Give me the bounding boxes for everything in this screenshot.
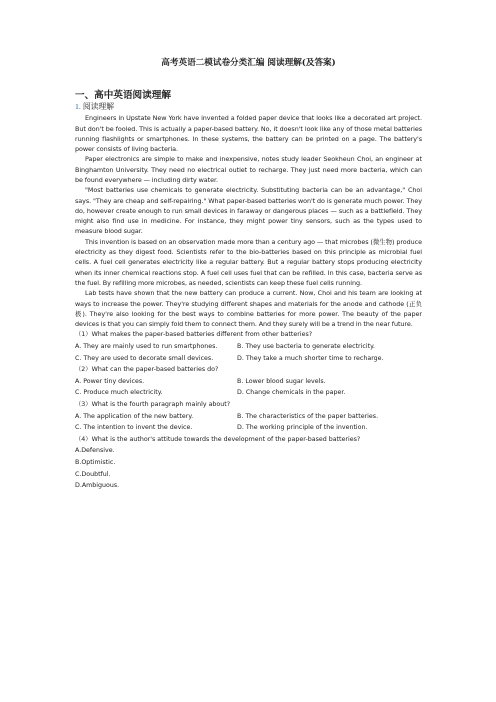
option-d[interactable]: D.Ambiguous. — [75, 482, 120, 490]
option-b[interactable]: B. Lower blood sugar levels. — [237, 377, 326, 385]
option-d[interactable]: D. Change chemicals in the paper. — [237, 389, 346, 397]
option-row — [75, 353, 422, 365]
option-d[interactable]: D. The working principle of the invention. — [237, 424, 368, 432]
question-stem: （3）What is the fourth paragraph mainly about? — [75, 401, 231, 408]
passage-paragraph: Engineers in Upstate New York have invented a folded paper device that looks like a decorated art project. But don't be fooled. This is actually a paper-based battery. No, it doesn't look like any of those metal batteries running flashlights or smartphones. In these systems, the battery can be printed on a page. The battery's power consists of living bacteria. — [75, 114, 422, 154]
option-c[interactable]: C. They are used to decorate small devices. — [75, 354, 214, 362]
question-4 — [75, 434, 422, 492]
passage-paragraph: This invention is based on an observation made more than a century ago — that microbes (微生物) produce electricity as they digest food. Scientists refer to the bio-batteries based on this principle as microbial fuel cells. A fuel cell generates electricity like a regular battery. But a regular battery stops producing electricity when its inner chemical reactions stop. A fuel cell uses fuel that can be refilled. In this case, bacteria serve as the fuel. By refilling more microbes, as needed, scientists can keep these fuel cells running. — [75, 237, 422, 287]
option-c[interactable]: C. Produce much electricity. — [75, 389, 163, 397]
option-row — [75, 387, 422, 399]
question-3 — [75, 399, 422, 434]
option-b[interactable]: B.Optimistic. — [75, 458, 116, 466]
section-heading: 一、高中英语阅读理解 — [75, 90, 171, 101]
subsection-heading — [75, 102, 422, 112]
option-row — [75, 422, 422, 434]
option-b[interactable]: B. They use bacteria to generate electricity. — [237, 343, 375, 351]
option-b[interactable]: B. The characteristics of the paper batteries. — [237, 412, 379, 420]
question-1 — [75, 329, 422, 364]
question-stem: （4）What is the author's attitude towards the development of the paper-based batteries? — [75, 435, 361, 443]
option-a[interactable]: A. Power tiny devices. — [75, 377, 145, 385]
option-row — [75, 376, 422, 388]
question-2 — [75, 364, 422, 399]
option-a[interactable]: A.Defensive. — [75, 447, 115, 455]
passage-paragraph: "Most batteries use chemicals to generate electricity. Substituting bacteria can be an advantage," Choi says. "They are cheap and self-repairing." What paper-based batteries won't do is generate much power. They do, however create enough to run small devices in faraway or dangerous places — such as a battlefield. They might also find use in medicine. For instance, they might power tiny sensors, such as the types used to measure blood sugar. — [75, 186, 422, 236]
option-a[interactable]: A. They are mainly used to run smartphones. — [75, 343, 218, 351]
option-a[interactable]: A. The application of the new battery. — [75, 412, 194, 420]
document-page — [75, 58, 422, 492]
page-title: 高考英语二模试卷分类汇编 阅读理解(及答案) — [161, 58, 336, 68]
passage-paragraph: Paper electronics are simple to make and inexpensive, notes study leader Seokheun Choi, an engineer at Binghamton University. They need no electrical outlet to recharge. They just need more bacteria, which can be found everywhere — including dirty water. — [75, 155, 422, 184]
option-c[interactable]: C.Doubtful. — [75, 470, 111, 478]
option-c[interactable]: C. The intention to invent the device. — [75, 424, 193, 432]
subsection-number: 1. — [75, 102, 81, 111]
option-row — [75, 411, 422, 423]
option-row — [75, 341, 422, 353]
question-stem: （2）What can the paper-based batteries do? — [75, 366, 219, 374]
subsection-label: 阅读理解 — [82, 102, 114, 111]
option-d[interactable]: D. They take a much shorter time to recharge. — [237, 354, 384, 362]
passage-paragraph: Lab tests have shown that the new battery can produce a current. Now, Choi and his team are looking at ways to increase the power. They're studying different shapes and materials for the anode and cathode (正负极). They're also looking for the best ways to combine batteries for more power. The beauty of the paper devices is that you can simply fold them to connect them. And they surely will be a trend in the near future. — [75, 289, 422, 329]
question-stem: （1）What makes the paper-based batteries different from other batteries? — [75, 331, 313, 339]
